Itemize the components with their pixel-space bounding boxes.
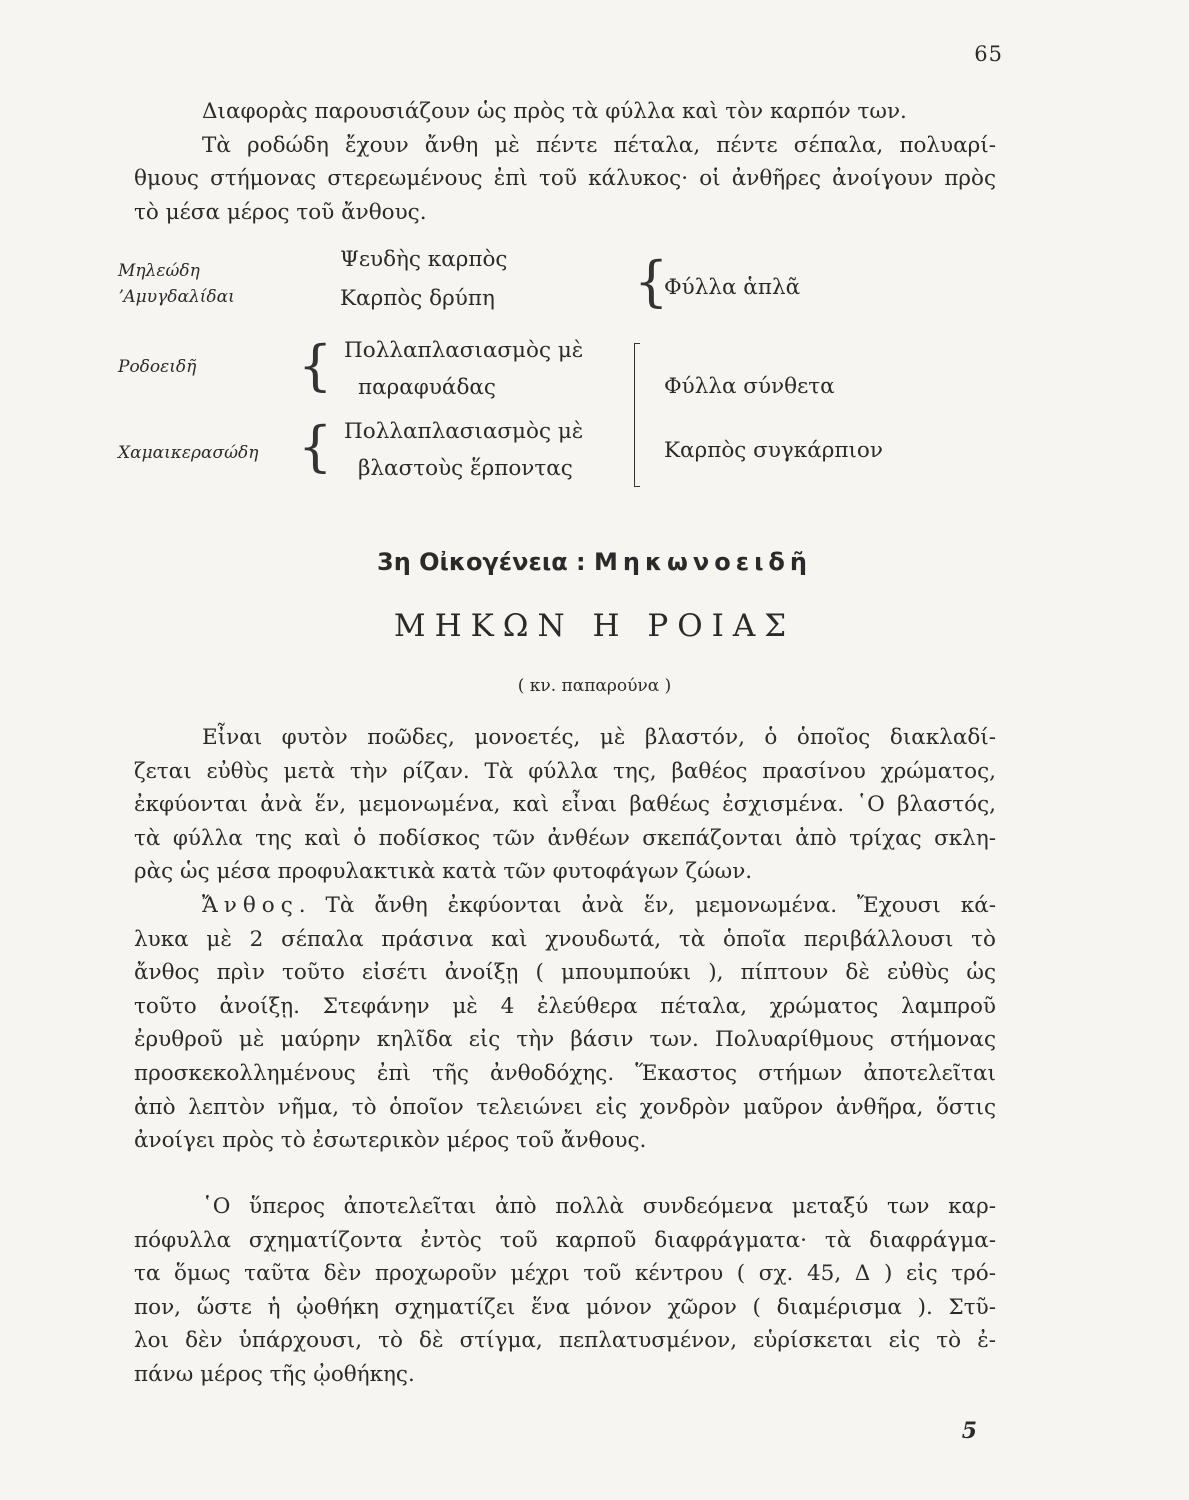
flower-line-rest: . Τὰ ἄνθη ἐκφύονται ἀνὰ ἕν, μεμονωμένα. Ἔχουσι κά- <box>298 893 996 918</box>
page-number-bottom: 5 <box>961 1418 977 1444</box>
trait-text: Φύλλα σύνθετα <box>664 374 835 399</box>
text-line: ζεται εὐθὺς μετὰ τὴν ρίζαν. Τὰ φύλλα της, βαθέος πρασίνου χρώματος, <box>134 758 996 784</box>
text-line: τὰ φύλλα της καὶ ὁ ποδίσκος τῶν ἀνθέων σκεπάζονται ἀπὸ τρίχας σκλη- <box>134 825 996 851</box>
trait-text: Πολλαπλασιασμὸς μὲ <box>344 419 584 444</box>
family-label: Ροδοειδῆ <box>118 357 197 377</box>
text-line: ἐκφύονται ἀνὰ ἕν, μεμονωμένα, καὶ εἶναι βαθέως ἐσχισμένα. ῾Ο βλαστός, <box>134 792 996 818</box>
text-line: λοι δὲν ὑπάρχουσι, τὸ δὲ στίγμα, πεπλατυσμένον, εὑρίσκεται εἰς τὸ ἐ- <box>134 1328 996 1354</box>
trait-text: Πολλαπλασιασμὸς μὲ <box>344 338 584 363</box>
trait-text: Φύλλα ἁπλᾶ <box>664 275 801 300</box>
family-label: ʼΑμυγδαλίδαι <box>118 287 235 307</box>
text-line: Τὰ ροδώδη ἔχουν ἄνθη μὲ πέντε πέταλα, πέντε σέπαλα, πολυαρί- <box>202 132 996 158</box>
text-line: προσκεκολλημένους ἐπὶ τῆς ἀνθοδόχης. Ἕκαστος στήμων ἀποτελεῖται <box>134 1060 996 1086</box>
text-line: πάνω μέρος τῆς ᾠοθήκης. <box>134 1361 415 1387</box>
text-line: Εἶναι φυτὸν ποῶδες, μονοετές, μὲ βλαστόν, ὁ ὁποῖος διακλαδί- <box>202 725 996 750</box>
intro-paragraph <box>134 95 996 229</box>
text-line: ἄνθος πρὶν τοῦτο εἰσέτι ἀνοίξῃ ( μπουμπούκι ), πίπτουν δὲ εὐθὺς ὡς <box>134 960 996 986</box>
family-heading-name: Μηκωνοειδῆ <box>594 548 812 576</box>
family-heading-prefix: 3η Οἰκογένεια : <box>377 548 594 576</box>
trait-text: Ψευδὴς καρπὸς <box>340 247 508 272</box>
left-brace: { <box>298 334 333 397</box>
bracket-line <box>634 343 640 487</box>
description-paragraph <box>134 721 996 889</box>
trait-text: Καρπὸς δρύπη <box>340 286 495 311</box>
pistil-paragraph <box>134 1190 996 1392</box>
text-line <box>134 889 996 923</box>
family-heading <box>0 548 1189 576</box>
text-line: ἐρυθροῦ μὲ μαύρην κηλῖδα εἰς τὴν βάσιν των. Πολυαρίθμους στήμονας <box>134 1027 996 1053</box>
trait-text: παραφυάδας <box>358 375 496 400</box>
text-line: λυκα μὲ 2 σέπαλα πράσινα καὶ χνουδωτά, τὰ ὁποῖα περιβάλλουσι τὸ <box>134 926 996 952</box>
text-line: ῾Ο ὕπερος ἀποτελεῖται ἀπὸ πολλὰ συνδεόμενα μεταξύ των καρ- <box>202 1194 996 1219</box>
text-line: ρὰς ὡς μέσα προφυλακτικὰ κατὰ τῶν φυτοφάγων ζώων. <box>134 859 753 885</box>
text-line: πόφυλλα σχηματίζοντα ἐντὸς τοῦ καρποῦ διαφράγματα· τὰ διαφράγμα- <box>134 1227 996 1253</box>
trait-text: Καρπὸς συγκάρπιον <box>664 438 883 463</box>
text-line: τα ὅμως ταῦτα δὲν προχωροῦν μέχρι τοῦ κέντρου ( σχ. 45, Δ ) εἰς τρό- <box>134 1261 996 1287</box>
common-name: ( κν. παπαρούνα ) <box>517 676 672 696</box>
flower-paragraph <box>134 889 996 1158</box>
text-line: ἀπὸ λεπτὸν νῆμα, τὸ ὁποῖον τελειώνει εἰς χονδρὸν μαῦρον ἀνθῆρα, ὅστις <box>134 1094 996 1120</box>
text-line: τὸ μέσα μέρος τοῦ ἄνθους. <box>134 199 427 225</box>
text-line: θμους στήμονας στερεωμένους ἐπὶ τοῦ κάλυκος· οἱ ἀνθῆρες ἀνοίγουν πρὸς <box>134 166 996 192</box>
flower-term: Ἄνθος <box>202 893 299 918</box>
text-line: τοῦτο ἀνοίξῃ. Στεφάνην μὲ 4 ἐλεύθερα πέταλα, χρώματος λαμπροῦ <box>134 993 996 1019</box>
family-label: Χαμαικερασώδη <box>118 443 259 463</box>
family-label: Μηλεώδη <box>118 261 200 281</box>
left-brace: { <box>298 415 333 478</box>
trait-text: βλαστοὺς ἕρποντας <box>358 456 573 481</box>
right-brace: { <box>634 250 669 313</box>
text-line: πον, ὥστε ἡ ᾠοθήκη σχηματίζει ἕνα μόνον χῶρον ( διαμέρισμα ). Στῦ- <box>134 1294 996 1320</box>
species-title: ΜΗΚΩΝ Η ΡΟΙΑΣ <box>393 608 796 644</box>
text-line: ἀνοίγει πρὸς τὸ ἐσωτερικὸν μέρος τοῦ ἄνθους. <box>134 1128 647 1154</box>
text-line: Διαφορὰς παρουσιάζουν ὡς πρὸς τὰ φύλλα καὶ τὸν καρπόν των. <box>202 99 907 124</box>
page-number-top: 65 <box>974 42 1003 66</box>
